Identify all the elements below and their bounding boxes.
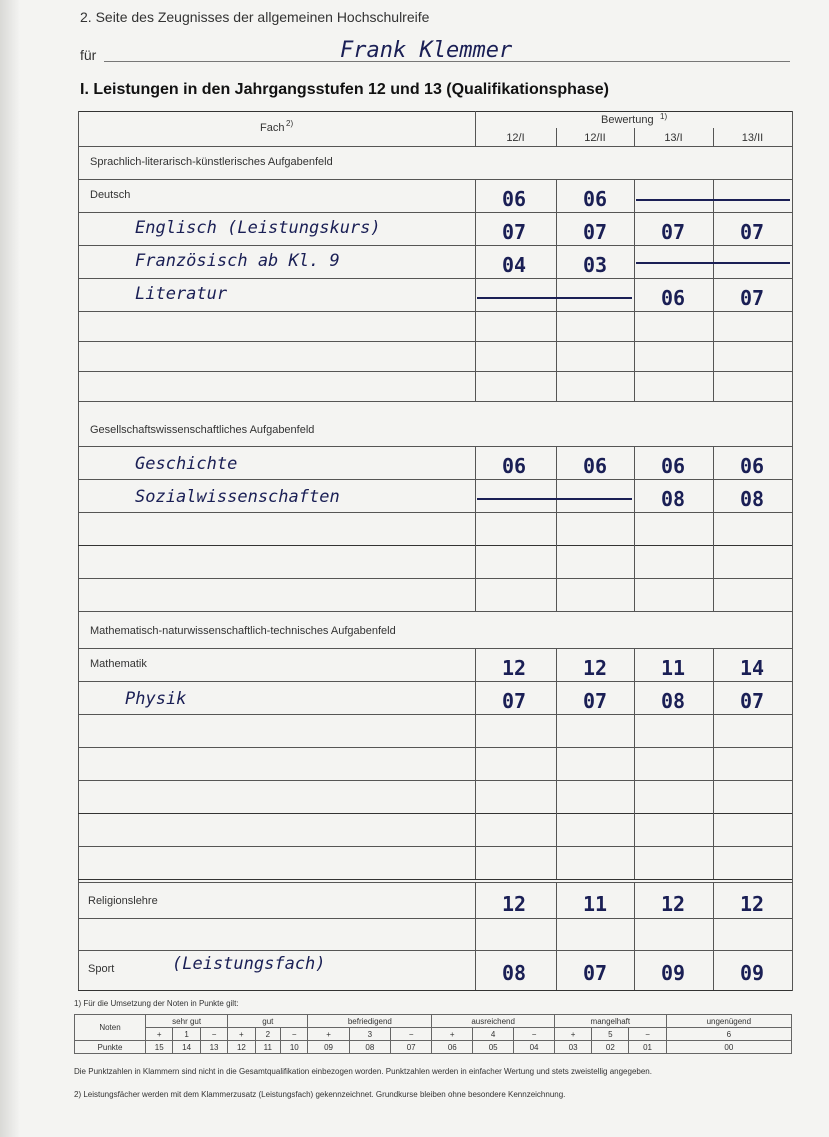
column-rule bbox=[475, 545, 476, 578]
scale-sign: + bbox=[228, 1028, 255, 1041]
scale-sign: 4 bbox=[473, 1028, 514, 1041]
grade-value: 08 bbox=[739, 487, 765, 511]
scale-points: 08 bbox=[349, 1041, 390, 1054]
column-rule bbox=[634, 512, 635, 545]
table-rule bbox=[78, 245, 792, 246]
subject-name: Mathematik bbox=[90, 658, 147, 670]
column-rule bbox=[556, 578, 557, 611]
column-rule bbox=[475, 918, 476, 950]
subject-name: Religionslehre bbox=[88, 895, 158, 907]
klammer-note: Die Punktzahlen in Klammern sind nicht in die Gesamtqualifikation einbezogen worden. Punktzahlen werden in einfacher Wertung und stets zweistellig angegeben. bbox=[74, 1067, 652, 1076]
grade-value: 06 bbox=[582, 454, 608, 478]
grade-value: 12 bbox=[501, 892, 527, 916]
column-rule bbox=[475, 479, 476, 512]
column-rule bbox=[634, 545, 635, 578]
column-rule bbox=[713, 918, 714, 950]
scale-sign: − bbox=[629, 1028, 666, 1041]
column-rule bbox=[634, 578, 635, 611]
scale-points: 12 bbox=[228, 1041, 255, 1054]
scale-points: 00 bbox=[666, 1041, 791, 1054]
table-rule bbox=[78, 446, 792, 447]
scale-sign: + bbox=[146, 1028, 173, 1041]
scale-sign: 1 bbox=[173, 1028, 200, 1041]
no-grade-dash bbox=[636, 262, 790, 264]
grade-value: 11 bbox=[660, 656, 686, 680]
grade-value: 06 bbox=[501, 454, 527, 478]
column-rule bbox=[556, 714, 557, 747]
student-name: Frank Klemmer bbox=[340, 38, 513, 63]
grade-value: 07 bbox=[739, 286, 765, 310]
table-rule bbox=[78, 311, 792, 312]
table-rule bbox=[78, 479, 792, 480]
grade-value: 07 bbox=[582, 220, 608, 244]
column-rule bbox=[634, 371, 635, 401]
grade-value: 07 bbox=[660, 220, 686, 244]
scale-sign: 6 bbox=[666, 1028, 791, 1041]
grade-value: 04 bbox=[501, 253, 527, 277]
scale-sign: + bbox=[555, 1028, 592, 1041]
table-rule bbox=[78, 714, 792, 715]
punkte-label: Punkte bbox=[75, 1041, 146, 1054]
subject-name: Geschichte bbox=[135, 454, 238, 474]
table-rule bbox=[78, 401, 792, 402]
grade-value: 12 bbox=[739, 892, 765, 916]
scale-points: 02 bbox=[592, 1041, 629, 1054]
footnote-1: 1) Für die Umsetzung der Noten in Punkte gilt: bbox=[74, 999, 239, 1008]
table-rule bbox=[78, 950, 792, 951]
column-rule bbox=[634, 311, 635, 341]
no-grade-dash bbox=[636, 199, 790, 201]
table-rule bbox=[78, 747, 792, 748]
group-title: Mathematisch-naturwissenschaftlich-technisches Aufgabenfeld bbox=[90, 625, 396, 637]
column-rule bbox=[713, 371, 714, 401]
table-rule bbox=[78, 846, 792, 847]
scale-sign: − bbox=[200, 1028, 227, 1041]
table-rule bbox=[78, 212, 792, 213]
scale-grade: befriedigend bbox=[308, 1015, 432, 1028]
column-rule bbox=[634, 341, 635, 371]
fach-footnote-mark: 2) bbox=[286, 119, 294, 128]
column-header: 12/I bbox=[506, 132, 525, 144]
scale-grade: sehr gut bbox=[146, 1015, 228, 1028]
column-rule bbox=[634, 179, 635, 212]
column-rule bbox=[475, 341, 476, 371]
subject-name: Physik bbox=[125, 689, 187, 709]
column-rule bbox=[556, 512, 557, 545]
document-header: 2. Seite des Zeugnisses der allgemeinen Hochschulreife bbox=[80, 9, 430, 25]
scale-sign: 3 bbox=[349, 1028, 390, 1041]
table-rule bbox=[78, 179, 792, 180]
column-rule bbox=[475, 278, 476, 311]
column-rule bbox=[634, 714, 635, 747]
column-rule bbox=[713, 780, 714, 813]
scale-points: 15 bbox=[146, 1041, 173, 1054]
table-rule bbox=[78, 578, 792, 579]
scale-points: 07 bbox=[391, 1041, 432, 1054]
column-rule bbox=[634, 747, 635, 780]
column-rule bbox=[556, 479, 557, 512]
column-header: 13/I bbox=[664, 132, 683, 144]
grade-value: 12 bbox=[501, 656, 527, 680]
subject-name: Sport bbox=[88, 963, 115, 975]
table-rule bbox=[78, 611, 792, 612]
grade-value: 07 bbox=[739, 689, 765, 713]
subject-name: Englisch (Leistungskurs) bbox=[135, 218, 381, 238]
scale-sign: + bbox=[432, 1028, 473, 1041]
scale-grade: ausreichend bbox=[432, 1015, 555, 1028]
column-rule bbox=[556, 371, 557, 401]
grade-value: 07 bbox=[582, 689, 608, 713]
table-rule bbox=[78, 780, 792, 781]
scale-sign: − bbox=[391, 1028, 432, 1041]
scale-points: 01 bbox=[629, 1041, 666, 1054]
column-rule bbox=[713, 578, 714, 611]
column-rule bbox=[634, 813, 635, 846]
scale-grade: ungenügend bbox=[666, 1015, 791, 1028]
scale-points: 09 bbox=[308, 1041, 349, 1054]
scale-points: 11 bbox=[255, 1041, 281, 1054]
grade-value: 08 bbox=[660, 689, 686, 713]
table-left-border bbox=[78, 111, 79, 991]
scale-sign: − bbox=[514, 1028, 555, 1041]
column-rule bbox=[713, 311, 714, 341]
column-rule bbox=[556, 278, 557, 311]
column-rule bbox=[713, 846, 714, 879]
scale-points: 10 bbox=[281, 1041, 308, 1054]
footnote-2: 2) Leistungsfächer werden mit dem Klammerzusatz (Leistungsfach) gekennzeichnet. Grundkurse bleiben ohne besondere Kennzeichnung. bbox=[74, 1090, 566, 1099]
no-grade-dash bbox=[477, 297, 632, 299]
grade-value: 06 bbox=[501, 187, 527, 211]
scale-sign: − bbox=[281, 1028, 308, 1041]
grade-value: 14 bbox=[739, 656, 765, 680]
column-rule bbox=[475, 813, 476, 846]
column-rule bbox=[475, 714, 476, 747]
grade-value: 07 bbox=[739, 220, 765, 244]
column-rule bbox=[475, 311, 476, 341]
column-rule bbox=[634, 780, 635, 813]
subject-name: Deutsch bbox=[90, 189, 131, 201]
column-rule bbox=[556, 918, 557, 950]
table-rule bbox=[78, 990, 792, 991]
grade-value: 07 bbox=[582, 961, 608, 985]
column-rule bbox=[556, 747, 557, 780]
grade-value: 06 bbox=[660, 286, 686, 310]
table-rule bbox=[78, 813, 792, 814]
table-rule bbox=[78, 146, 792, 147]
column-rule bbox=[713, 179, 714, 212]
group-title: Gesellschaftswissenschaftliches Aufgabenfeld bbox=[90, 424, 315, 436]
fuer-label: für bbox=[80, 47, 97, 63]
grade-value: 08 bbox=[501, 961, 527, 985]
table-rule bbox=[78, 918, 792, 919]
column-rule bbox=[713, 341, 714, 371]
scale-points: 14 bbox=[173, 1041, 200, 1054]
no-grade-dash bbox=[477, 498, 632, 500]
bewertung-footnote-mark: 1) bbox=[660, 112, 668, 121]
grade-value: 07 bbox=[501, 689, 527, 713]
column-rule bbox=[556, 311, 557, 341]
scale-points: 06 bbox=[432, 1041, 473, 1054]
grade-value: 11 bbox=[582, 892, 608, 916]
column-rule bbox=[634, 846, 635, 879]
table-rule bbox=[78, 278, 792, 279]
table-rule bbox=[78, 111, 792, 112]
column-rule bbox=[713, 747, 714, 780]
page-edge-shadow bbox=[0, 0, 20, 1137]
table-rule bbox=[78, 648, 792, 649]
scale-points: 13 bbox=[200, 1041, 227, 1054]
column-rule bbox=[556, 846, 557, 879]
column-header: 13/II bbox=[741, 132, 764, 144]
table-rule bbox=[78, 545, 792, 546]
scale-sign: + bbox=[308, 1028, 349, 1041]
subject-name: Französisch ab Kl. 9 bbox=[135, 251, 340, 271]
table-rule bbox=[78, 512, 792, 513]
grade-value: 06 bbox=[739, 454, 765, 478]
scale-points: 05 bbox=[473, 1041, 514, 1054]
bewertung-header: Bewertung bbox=[601, 114, 654, 126]
subject-name: Literatur bbox=[135, 284, 228, 304]
column-rule bbox=[556, 341, 557, 371]
column-rule bbox=[556, 545, 557, 578]
table-rule bbox=[78, 371, 792, 372]
column-rule bbox=[713, 512, 714, 545]
grade-value: 09 bbox=[739, 961, 765, 985]
fach-header: Fach bbox=[260, 122, 285, 134]
column-rule bbox=[556, 780, 557, 813]
column-rule bbox=[475, 371, 476, 401]
grade-value: 08 bbox=[660, 487, 686, 511]
column-header: 12/II bbox=[584, 132, 606, 144]
scale-points: 03 bbox=[555, 1041, 592, 1054]
table-right-border bbox=[792, 111, 793, 991]
column-rule bbox=[475, 747, 476, 780]
grade-value: 07 bbox=[501, 220, 527, 244]
scale-points: 04 bbox=[514, 1041, 555, 1054]
column-rule bbox=[713, 714, 714, 747]
column-rule bbox=[475, 780, 476, 813]
column-rule bbox=[713, 545, 714, 578]
noten-label: Noten bbox=[75, 1015, 146, 1041]
column-rule bbox=[556, 813, 557, 846]
column-rule bbox=[475, 578, 476, 611]
grade-value: 03 bbox=[582, 253, 608, 277]
scale-sign: 2 bbox=[255, 1028, 281, 1041]
grade-value: 09 bbox=[660, 961, 686, 985]
group-title: Sprachlich-literarisch-künstlerisches Aufgabenfeld bbox=[90, 156, 333, 168]
grade-scale-table bbox=[74, 1014, 792, 1054]
table-rule bbox=[78, 341, 792, 342]
column-rule bbox=[475, 512, 476, 545]
grade-value: 12 bbox=[660, 892, 686, 916]
table-rule bbox=[78, 882, 792, 883]
column-rule bbox=[634, 918, 635, 950]
scale-grade: mangelhaft bbox=[555, 1015, 667, 1028]
table-rule bbox=[78, 879, 792, 880]
subject-name: Sozialwissenschaften bbox=[135, 487, 340, 507]
grade-value: 12 bbox=[582, 656, 608, 680]
column-rule bbox=[475, 846, 476, 879]
column-rule bbox=[713, 813, 714, 846]
section-title: I. Leistungen in den Jahrgangsstufen 12 und 13 (Qualifikationsphase) bbox=[80, 81, 609, 98]
column-rule bbox=[634, 245, 635, 278]
table-rule bbox=[78, 681, 792, 682]
grade-value: 06 bbox=[660, 454, 686, 478]
scale-grade: gut bbox=[228, 1015, 308, 1028]
grade-value: 06 bbox=[582, 187, 608, 211]
sport-annotation: (Leistungsfach) bbox=[172, 954, 326, 974]
scale-sign: 5 bbox=[592, 1028, 629, 1041]
